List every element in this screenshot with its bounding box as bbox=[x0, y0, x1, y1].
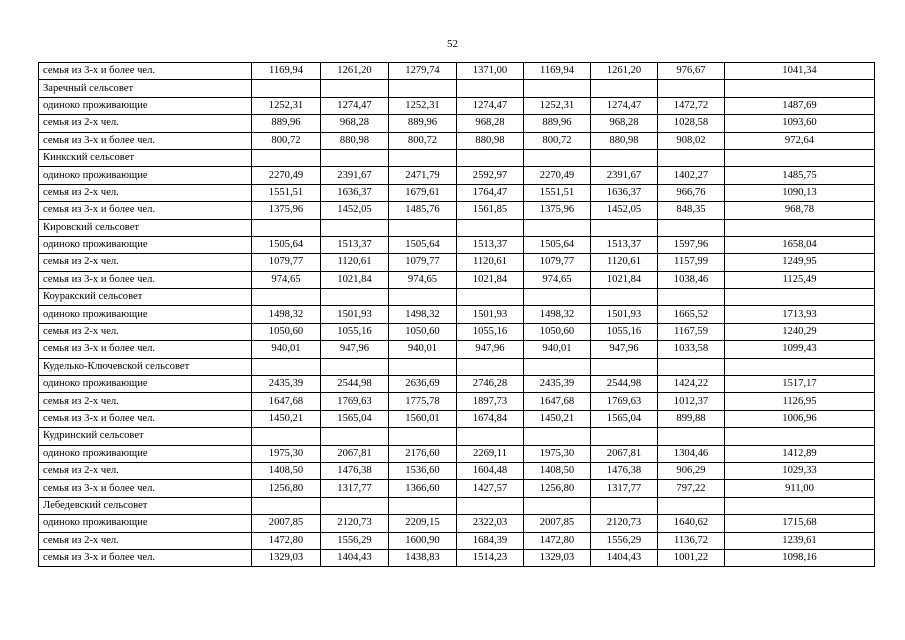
value-cell: 2544,98 bbox=[321, 376, 389, 393]
table-row bbox=[39, 410, 875, 427]
value-cell: 1274,47 bbox=[457, 97, 524, 114]
value-cell bbox=[321, 358, 389, 375]
value-cell bbox=[658, 428, 725, 445]
value-cell: 1167,59 bbox=[658, 323, 725, 340]
value-cell: 1498,32 bbox=[389, 306, 457, 323]
value-cell: 1472,80 bbox=[252, 532, 321, 549]
value-cell: 1404,43 bbox=[591, 549, 658, 566]
value-cell bbox=[658, 80, 725, 97]
value-cell: 1120,61 bbox=[321, 254, 389, 271]
section-header-row bbox=[39, 497, 875, 514]
value-cell bbox=[591, 219, 658, 236]
table-row bbox=[39, 306, 875, 323]
value-cell: 1513,37 bbox=[321, 236, 389, 253]
table-row bbox=[39, 167, 875, 184]
value-cell: 2067,81 bbox=[591, 445, 658, 462]
value-cell bbox=[524, 289, 591, 306]
value-cell: 2270,49 bbox=[524, 167, 591, 184]
table-row bbox=[39, 341, 875, 358]
value-cell: 800,72 bbox=[524, 132, 591, 149]
value-cell: 880,98 bbox=[591, 132, 658, 149]
value-cell: 1261,20 bbox=[321, 63, 389, 80]
value-cell bbox=[321, 428, 389, 445]
value-cell: 1366,60 bbox=[389, 480, 457, 497]
tariff-table bbox=[38, 62, 875, 567]
table-row bbox=[39, 323, 875, 340]
value-cell: 968,28 bbox=[457, 115, 524, 132]
value-cell: 1371,00 bbox=[457, 63, 524, 80]
value-cell: 1125,49 bbox=[725, 271, 875, 288]
table-row bbox=[39, 115, 875, 132]
row-label: семья из 3-х и более чел. bbox=[39, 63, 252, 80]
value-cell: 1513,37 bbox=[591, 236, 658, 253]
value-cell: 1412,89 bbox=[725, 445, 875, 462]
value-cell: 1498,32 bbox=[252, 306, 321, 323]
value-cell: 1317,77 bbox=[321, 480, 389, 497]
value-cell: 1050,60 bbox=[389, 323, 457, 340]
value-cell: 1304,46 bbox=[658, 445, 725, 462]
table-row bbox=[39, 254, 875, 271]
value-cell: 2176,60 bbox=[389, 445, 457, 462]
value-cell: 908,02 bbox=[658, 132, 725, 149]
value-cell: 1252,31 bbox=[524, 97, 591, 114]
value-cell: 1505,64 bbox=[252, 236, 321, 253]
value-cell: 974,65 bbox=[524, 271, 591, 288]
value-cell: 1249,95 bbox=[725, 254, 875, 271]
value-cell: 800,72 bbox=[389, 132, 457, 149]
value-cell: 1551,51 bbox=[524, 184, 591, 201]
value-cell bbox=[457, 149, 524, 166]
value-cell: 1252,31 bbox=[252, 97, 321, 114]
value-cell bbox=[658, 219, 725, 236]
value-cell: 1517,17 bbox=[725, 376, 875, 393]
value-cell: 2209,15 bbox=[389, 515, 457, 532]
value-cell: 1028,58 bbox=[658, 115, 725, 132]
value-cell: 906,29 bbox=[658, 462, 725, 479]
value-cell bbox=[321, 149, 389, 166]
row-label: одиноко проживающие bbox=[39, 97, 252, 114]
value-cell: 1256,80 bbox=[252, 480, 321, 497]
value-cell: 1239,61 bbox=[725, 532, 875, 549]
value-cell: 1561,85 bbox=[457, 202, 524, 219]
value-cell: 940,01 bbox=[524, 341, 591, 358]
value-cell: 1006,96 bbox=[725, 410, 875, 427]
value-cell: 972,64 bbox=[725, 132, 875, 149]
row-label: одиноко проживающие bbox=[39, 376, 252, 393]
value-cell: 1012,37 bbox=[658, 393, 725, 410]
value-cell: 1169,94 bbox=[252, 63, 321, 80]
value-cell: 1665,52 bbox=[658, 306, 725, 323]
row-label: семья из 2-х чел. bbox=[39, 184, 252, 201]
table-row bbox=[39, 376, 875, 393]
table-body bbox=[39, 63, 875, 567]
value-cell: 968,28 bbox=[321, 115, 389, 132]
value-cell: 1055,16 bbox=[457, 323, 524, 340]
value-cell: 1261,20 bbox=[591, 63, 658, 80]
value-cell bbox=[252, 149, 321, 166]
value-cell: 1536,60 bbox=[389, 462, 457, 479]
value-cell: 2067,81 bbox=[321, 445, 389, 462]
table-row bbox=[39, 63, 875, 80]
value-cell: 1402,27 bbox=[658, 167, 725, 184]
table-row bbox=[39, 480, 875, 497]
value-cell: 1674,84 bbox=[457, 410, 524, 427]
row-label: семья из 2-х чел. bbox=[39, 254, 252, 271]
value-cell: 1079,77 bbox=[252, 254, 321, 271]
row-label: одиноко проживающие bbox=[39, 515, 252, 532]
value-cell: 1099,43 bbox=[725, 341, 875, 358]
value-cell bbox=[591, 497, 658, 514]
value-cell: 1556,29 bbox=[321, 532, 389, 549]
value-cell bbox=[321, 80, 389, 97]
value-cell bbox=[252, 289, 321, 306]
value-cell: 1560,01 bbox=[389, 410, 457, 427]
value-cell: 1640,62 bbox=[658, 515, 725, 532]
table-row bbox=[39, 515, 875, 532]
value-cell bbox=[725, 497, 875, 514]
value-cell: 2007,85 bbox=[252, 515, 321, 532]
value-cell: 940,01 bbox=[252, 341, 321, 358]
value-cell: 2007,85 bbox=[524, 515, 591, 532]
value-cell: 1452,05 bbox=[321, 202, 389, 219]
value-cell bbox=[658, 497, 725, 514]
value-cell bbox=[524, 149, 591, 166]
row-label: одиноко проживающие bbox=[39, 167, 252, 184]
value-cell: 1274,47 bbox=[321, 97, 389, 114]
section-header-row bbox=[39, 149, 875, 166]
row-label: семья из 2-х чел. bbox=[39, 393, 252, 410]
value-cell: 974,65 bbox=[252, 271, 321, 288]
value-cell bbox=[321, 219, 389, 236]
section-name: Кинкский сельсовет bbox=[39, 149, 252, 166]
value-cell: 1647,68 bbox=[252, 393, 321, 410]
value-cell: 1055,16 bbox=[321, 323, 389, 340]
value-cell: 1317,77 bbox=[591, 480, 658, 497]
row-label: семья из 3-х и более чел. bbox=[39, 202, 252, 219]
page-number: 52 bbox=[447, 38, 458, 50]
value-cell: 1513,37 bbox=[457, 236, 524, 253]
value-cell: 1514,23 bbox=[457, 549, 524, 566]
value-cell: 1764,47 bbox=[457, 184, 524, 201]
value-cell: 1021,84 bbox=[457, 271, 524, 288]
value-cell: 1279,74 bbox=[389, 63, 457, 80]
value-cell: 1256,80 bbox=[524, 480, 591, 497]
value-cell: 2544,98 bbox=[591, 376, 658, 393]
value-cell: 1505,64 bbox=[389, 236, 457, 253]
value-cell: 1274,47 bbox=[591, 97, 658, 114]
value-cell: 1375,96 bbox=[252, 202, 321, 219]
value-cell: 1329,03 bbox=[524, 549, 591, 566]
value-cell: 1136,72 bbox=[658, 532, 725, 549]
section-name: Кировский сельсовет bbox=[39, 219, 252, 236]
value-cell: 968,28 bbox=[591, 115, 658, 132]
value-cell bbox=[457, 497, 524, 514]
value-cell: 1157,99 bbox=[658, 254, 725, 271]
value-cell: 2270,49 bbox=[252, 167, 321, 184]
value-cell: 974,65 bbox=[389, 271, 457, 288]
value-cell: 797,22 bbox=[658, 480, 725, 497]
section-name: Коуракский сельсовет bbox=[39, 289, 252, 306]
value-cell: 889,96 bbox=[389, 115, 457, 132]
value-cell: 1684,39 bbox=[457, 532, 524, 549]
value-cell: 1120,61 bbox=[457, 254, 524, 271]
value-cell: 1604,48 bbox=[457, 462, 524, 479]
value-cell bbox=[591, 358, 658, 375]
table-row bbox=[39, 236, 875, 253]
value-cell: 1050,60 bbox=[252, 323, 321, 340]
value-cell: 1033,58 bbox=[658, 341, 725, 358]
value-cell bbox=[725, 428, 875, 445]
value-cell bbox=[658, 149, 725, 166]
value-cell: 1600,90 bbox=[389, 532, 457, 549]
value-cell bbox=[591, 80, 658, 97]
value-cell: 1485,76 bbox=[389, 202, 457, 219]
row-label: семья из 3-х и более чел. bbox=[39, 480, 252, 497]
value-cell bbox=[524, 358, 591, 375]
value-cell: 2636,69 bbox=[389, 376, 457, 393]
value-cell bbox=[389, 497, 457, 514]
value-cell bbox=[457, 289, 524, 306]
value-cell bbox=[389, 219, 457, 236]
value-cell: 1476,38 bbox=[321, 462, 389, 479]
value-cell: 1029,33 bbox=[725, 462, 875, 479]
table-row bbox=[39, 549, 875, 566]
row-label: семья из 3-х и более чел. bbox=[39, 410, 252, 427]
row-label: семья из 2-х чел. bbox=[39, 462, 252, 479]
value-cell: 911,00 bbox=[725, 480, 875, 497]
value-cell: 889,96 bbox=[524, 115, 591, 132]
table-row bbox=[39, 184, 875, 201]
value-cell: 1424,22 bbox=[658, 376, 725, 393]
value-cell: 1476,38 bbox=[591, 462, 658, 479]
value-cell: 1098,16 bbox=[725, 549, 875, 566]
value-cell: 1498,32 bbox=[524, 306, 591, 323]
table-row bbox=[39, 202, 875, 219]
value-cell: 2746,28 bbox=[457, 376, 524, 393]
value-cell bbox=[457, 358, 524, 375]
value-cell: 2120,73 bbox=[591, 515, 658, 532]
value-cell bbox=[389, 80, 457, 97]
value-cell: 947,96 bbox=[321, 341, 389, 358]
row-label: семья из 2-х чел. bbox=[39, 115, 252, 132]
value-cell: 966,76 bbox=[658, 184, 725, 201]
value-cell: 1120,61 bbox=[591, 254, 658, 271]
row-label: семья из 2-х чел. bbox=[39, 323, 252, 340]
value-cell bbox=[658, 289, 725, 306]
section-header-row bbox=[39, 289, 875, 306]
value-cell bbox=[389, 428, 457, 445]
value-cell bbox=[524, 80, 591, 97]
value-cell: 1240,29 bbox=[725, 323, 875, 340]
value-cell: 800,72 bbox=[252, 132, 321, 149]
value-cell: 1408,50 bbox=[524, 462, 591, 479]
value-cell bbox=[252, 219, 321, 236]
value-cell: 1375,96 bbox=[524, 202, 591, 219]
value-cell bbox=[321, 497, 389, 514]
value-cell: 1775,78 bbox=[389, 393, 457, 410]
value-cell: 1679,61 bbox=[389, 184, 457, 201]
value-cell: 2435,39 bbox=[252, 376, 321, 393]
value-cell: 947,96 bbox=[457, 341, 524, 358]
value-cell bbox=[725, 149, 875, 166]
value-cell: 2592,97 bbox=[457, 167, 524, 184]
row-label: одиноко проживающие bbox=[39, 445, 252, 462]
value-cell: 1329,03 bbox=[252, 549, 321, 566]
value-cell bbox=[389, 358, 457, 375]
value-cell: 1427,57 bbox=[457, 480, 524, 497]
value-cell bbox=[658, 358, 725, 375]
value-cell: 1050,60 bbox=[524, 323, 591, 340]
value-cell: 1169,94 bbox=[524, 63, 591, 80]
value-cell: 2391,67 bbox=[321, 167, 389, 184]
value-cell bbox=[457, 80, 524, 97]
value-cell: 1975,30 bbox=[252, 445, 321, 462]
table-row bbox=[39, 393, 875, 410]
value-cell: 889,96 bbox=[252, 115, 321, 132]
value-cell bbox=[591, 289, 658, 306]
value-cell: 1658,04 bbox=[725, 236, 875, 253]
value-cell: 2435,39 bbox=[524, 376, 591, 393]
section-header-row bbox=[39, 358, 875, 375]
value-cell: 1636,37 bbox=[591, 184, 658, 201]
value-cell: 1556,29 bbox=[591, 532, 658, 549]
value-cell: 1450,21 bbox=[252, 410, 321, 427]
value-cell: 1041,34 bbox=[725, 63, 875, 80]
value-cell: 1021,84 bbox=[321, 271, 389, 288]
value-cell: 1472,72 bbox=[658, 97, 725, 114]
value-cell bbox=[591, 428, 658, 445]
table-row bbox=[39, 532, 875, 549]
row-label: семья из 3-х и более чел. bbox=[39, 341, 252, 358]
value-cell: 1715,68 bbox=[725, 515, 875, 532]
value-cell: 968,78 bbox=[725, 202, 875, 219]
value-cell: 1897,73 bbox=[457, 393, 524, 410]
value-cell: 1055,16 bbox=[591, 323, 658, 340]
value-cell bbox=[321, 289, 389, 306]
value-cell: 1565,04 bbox=[321, 410, 389, 427]
value-cell: 1252,31 bbox=[389, 97, 457, 114]
section-name: Заречный сельсовет bbox=[39, 80, 252, 97]
value-cell bbox=[725, 358, 875, 375]
value-cell: 1452,05 bbox=[591, 202, 658, 219]
value-cell bbox=[591, 149, 658, 166]
value-cell: 1647,68 bbox=[524, 393, 591, 410]
table-row bbox=[39, 97, 875, 114]
value-cell: 1501,93 bbox=[457, 306, 524, 323]
value-cell: 1408,50 bbox=[252, 462, 321, 479]
row-label: одиноко проживающие bbox=[39, 236, 252, 253]
value-cell: 1404,43 bbox=[321, 549, 389, 566]
value-cell bbox=[524, 428, 591, 445]
value-cell bbox=[725, 219, 875, 236]
section-header-row bbox=[39, 428, 875, 445]
table-row bbox=[39, 132, 875, 149]
value-cell: 2471,79 bbox=[389, 167, 457, 184]
value-cell: 1597,96 bbox=[658, 236, 725, 253]
value-cell: 1487,69 bbox=[725, 97, 875, 114]
value-cell bbox=[457, 428, 524, 445]
value-cell: 1079,77 bbox=[389, 254, 457, 271]
value-cell bbox=[725, 289, 875, 306]
value-cell: 1565,04 bbox=[591, 410, 658, 427]
value-cell: 848,35 bbox=[658, 202, 725, 219]
value-cell: 1975,30 bbox=[524, 445, 591, 462]
value-cell bbox=[252, 80, 321, 97]
value-cell bbox=[389, 289, 457, 306]
value-cell: 1079,77 bbox=[524, 254, 591, 271]
value-cell: 1485,75 bbox=[725, 167, 875, 184]
value-cell: 2120,73 bbox=[321, 515, 389, 532]
value-cell: 1093,60 bbox=[725, 115, 875, 132]
value-cell: 2322,03 bbox=[457, 515, 524, 532]
value-cell: 1713,93 bbox=[725, 306, 875, 323]
value-cell: 947,96 bbox=[591, 341, 658, 358]
value-cell: 1551,51 bbox=[252, 184, 321, 201]
value-cell: 880,98 bbox=[321, 132, 389, 149]
value-cell bbox=[725, 80, 875, 97]
value-cell bbox=[389, 149, 457, 166]
value-cell: 1126,95 bbox=[725, 393, 875, 410]
section-name: Лебедевский сельсовет bbox=[39, 497, 252, 514]
value-cell: 1472,80 bbox=[524, 532, 591, 549]
table-row bbox=[39, 462, 875, 479]
value-cell bbox=[252, 358, 321, 375]
table-row bbox=[39, 271, 875, 288]
row-label: семья из 3-х и более чел. bbox=[39, 271, 252, 288]
value-cell: 1501,93 bbox=[321, 306, 389, 323]
value-cell: 1501,93 bbox=[591, 306, 658, 323]
value-cell: 880,98 bbox=[457, 132, 524, 149]
value-cell: 1090,13 bbox=[725, 184, 875, 201]
section-header-row bbox=[39, 219, 875, 236]
section-header-row bbox=[39, 80, 875, 97]
value-cell bbox=[252, 428, 321, 445]
value-cell: 940,01 bbox=[389, 341, 457, 358]
value-cell: 1450,21 bbox=[524, 410, 591, 427]
value-cell: 1001,22 bbox=[658, 549, 725, 566]
value-cell: 1505,64 bbox=[524, 236, 591, 253]
value-cell: 1021,84 bbox=[591, 271, 658, 288]
value-cell: 2391,67 bbox=[591, 167, 658, 184]
value-cell: 2269,11 bbox=[457, 445, 524, 462]
section-name: Кудринский сельсовет bbox=[39, 428, 252, 445]
value-cell: 1636,37 bbox=[321, 184, 389, 201]
value-cell bbox=[252, 497, 321, 514]
value-cell: 1038,46 bbox=[658, 271, 725, 288]
value-cell: 1769,63 bbox=[591, 393, 658, 410]
value-cell bbox=[524, 219, 591, 236]
value-cell: 899,88 bbox=[658, 410, 725, 427]
value-cell bbox=[457, 219, 524, 236]
row-label: семья из 2-х чел. bbox=[39, 532, 252, 549]
section-name: Куделько-Ключевской сельсовет bbox=[39, 358, 252, 375]
value-cell bbox=[524, 497, 591, 514]
row-label: семья из 3-х и более чел. bbox=[39, 549, 252, 566]
table-row bbox=[39, 445, 875, 462]
row-label: семья из 3-х и более чел. bbox=[39, 132, 252, 149]
value-cell: 976,67 bbox=[658, 63, 725, 80]
value-cell: 1438,83 bbox=[389, 549, 457, 566]
row-label: одиноко проживающие bbox=[39, 306, 252, 323]
value-cell: 1769,63 bbox=[321, 393, 389, 410]
